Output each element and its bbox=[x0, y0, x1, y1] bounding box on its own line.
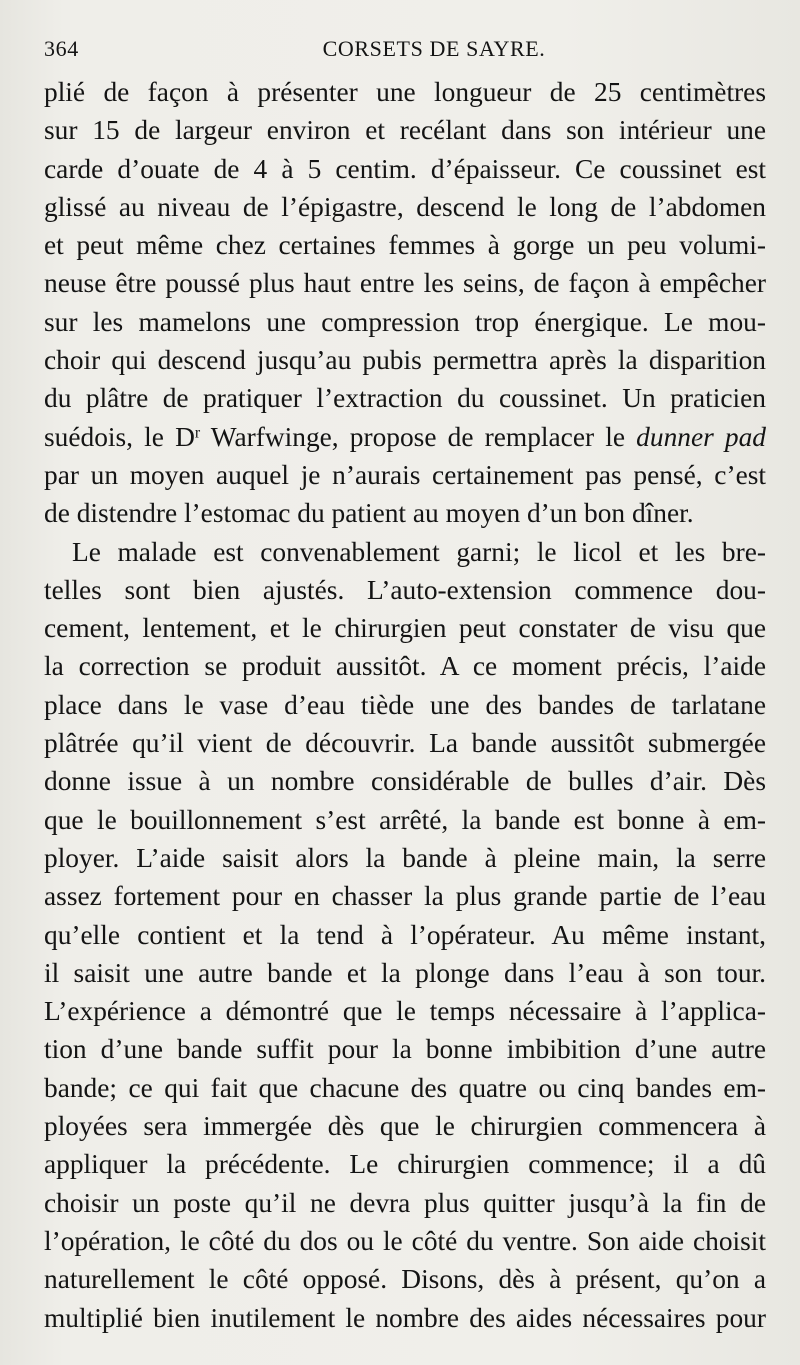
text-line: ployer. L’aide saisit alors la bande à pleine main, la serre bbox=[44, 842, 766, 873]
text-line: glissé au niveau de l’épigastre, descend le long de l’abdomen bbox=[44, 191, 766, 222]
text-line: naturellement le côté opposé. Disons, dès à présent, qu’on a bbox=[44, 1264, 766, 1295]
superscript: r bbox=[194, 423, 201, 441]
text-line: bande; ce qui fait que chacune des quatre ou cinq bandes em- bbox=[44, 1072, 766, 1103]
body-text bbox=[44, 73, 766, 1337]
text-line: du plâtre de pratiquer l’extraction du coussinet. Un praticien bbox=[44, 383, 766, 414]
text-line: plâtrée qu’il vient de découvrir. La bande aussitôt submergée bbox=[44, 728, 766, 759]
text-line: ployées sera immergée dès que le chirurgien commencera à bbox=[44, 1111, 766, 1142]
text-line bbox=[44, 418, 766, 456]
text-line: carde d’ouate de 4 à 5 centim. d’épaisseur. Ce coussinet est bbox=[44, 153, 766, 184]
text-line: l’opération, le côté du dos ou le côté du ventre. Son aide choisit bbox=[44, 1225, 766, 1256]
text-line: multiplié bien inutilement le nombre des aides nécessaires pour bbox=[44, 1302, 766, 1333]
text-line: la correction se produit aussitôt. A ce moment précis, l’aide bbox=[44, 651, 766, 682]
page-number: 364 bbox=[44, 36, 79, 61]
text-line: place dans le vase d’eau tiède une des bandes de tarlatane bbox=[44, 689, 766, 720]
text-line: cement, lentement, et le chirurgien peut constater de visu que bbox=[44, 613, 766, 644]
text-line: de distendre l’estomac du patient au moyen d’un bon dîner. bbox=[44, 498, 694, 529]
text-line: que le bouillonnement s’est arrêté, la bande est bonne à em- bbox=[44, 804, 766, 835]
text-line: Le malade est convenablement garni; le licol et les bre- bbox=[72, 536, 766, 567]
text-line: telles sont bien ajustés. L’auto-extension commence dou- bbox=[44, 574, 766, 605]
text-line: appliquer la précédente. Le chirurgien commence; il a dû bbox=[44, 1149, 766, 1180]
text-line: donne issue à un nombre considérable de bulles d’air. Dès bbox=[44, 766, 766, 797]
text-line: choisir un poste qu’il ne devra plus quitter jusqu’à la fin de bbox=[44, 1187, 766, 1218]
text-line: plié de façon à présenter une longueur de 25 centimètres bbox=[44, 77, 766, 107]
text-line: choir qui descend jusqu’au pubis permettra après la disparition bbox=[44, 345, 766, 376]
text-line: neuse être poussé plus haut entre les seins, de façon à empêcher bbox=[44, 268, 766, 299]
text-segment: Warfwinge, propose de remplacer le bbox=[200, 421, 637, 452]
text-segment: suédois, le D bbox=[44, 421, 195, 452]
text-line: L’expérience a démontré que le temps nécessaire à l’applica- bbox=[44, 996, 766, 1027]
text-line: il saisit une autre bande et la plonge dans l’eau à son tour. bbox=[44, 957, 766, 988]
text-line: sur les mamelons une compression trop énergique. Le mou- bbox=[44, 306, 766, 337]
page-header bbox=[44, 36, 768, 66]
running-title: CORSETS DE SAYRE. bbox=[322, 36, 546, 61]
text-line: tion d’une bande suffit pour la bonne imbibition d’une autre bbox=[44, 1034, 766, 1065]
text-line: et peut même chez certaines femmes à gorge un peu volumi- bbox=[44, 230, 766, 261]
text-line: qu’elle contient et la tend à l’opérateur. Au même instant, bbox=[44, 919, 766, 950]
italic-term: dunner pad bbox=[636, 421, 766, 452]
text-line: sur 15 de largeur environ et recélant dans son intérieur une bbox=[44, 115, 766, 146]
text-line: par un moyen auquel je n’aurais certainement pas pensé, c’est bbox=[44, 459, 766, 490]
text-line: assez fortement pour en chasser la plus grande partie de l’eau bbox=[44, 881, 766, 912]
